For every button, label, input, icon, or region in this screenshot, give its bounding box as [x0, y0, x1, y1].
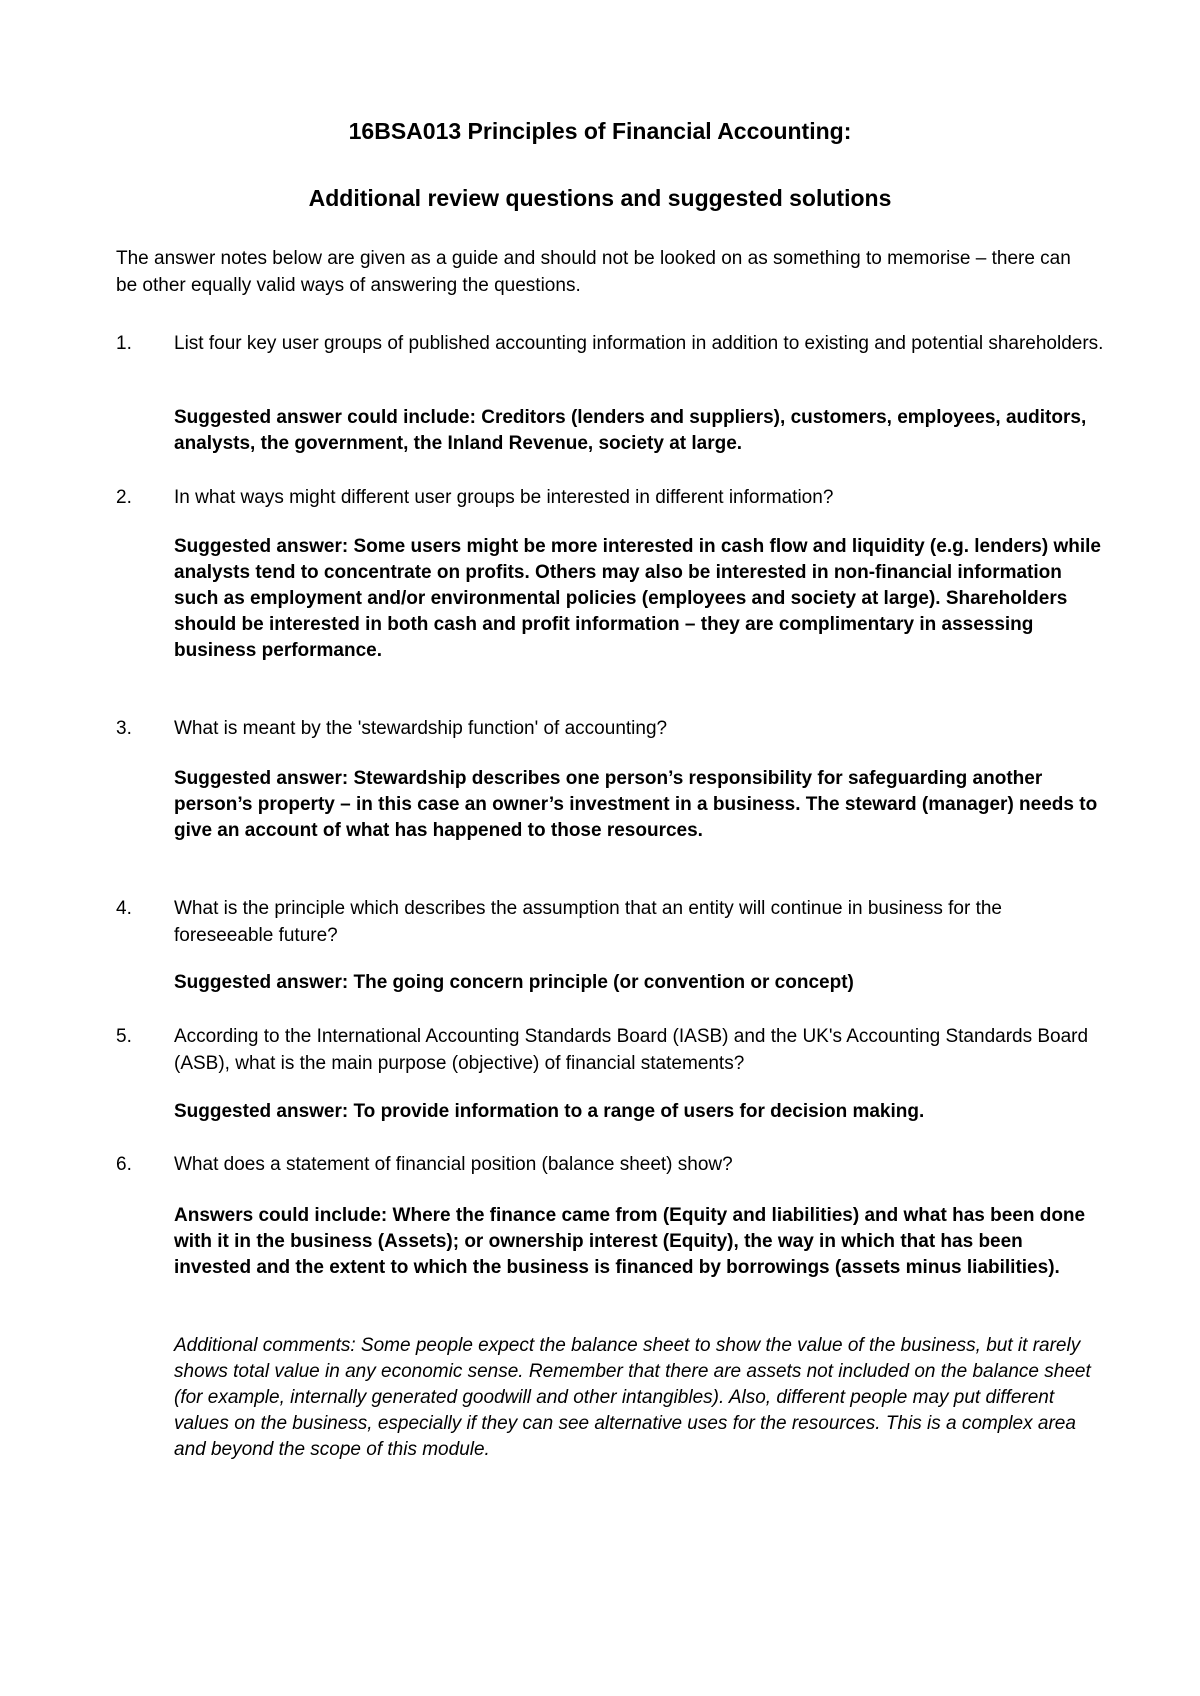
- question-3-number: 3.: [116, 718, 132, 739]
- question-6-answer: Answers could include: Where the finance came from (Equity and liabilities) and what has been done with it in the business (Assets); or ownership interest (Equity), the way in which that has been invested and the extent to which the business is financed by borrowings (assets minus liabilities).: [174, 1205, 1086, 1278]
- document-subtitle: Additional review questions and suggested solutions: [308, 185, 892, 211]
- question-4-answer: Suggested answer: The going concern principle (or convention or concept): [174, 972, 854, 993]
- question-5-answer: Suggested answer: To provide information to a range of users for decision making.: [174, 1101, 925, 1122]
- question-2-number: 2.: [116, 487, 132, 508]
- question-6-text: What does a statement of financial position (balance sheet) show?: [174, 1154, 733, 1175]
- question-3-text: What is meant by the 'stewardship function' of accounting?: [174, 718, 668, 739]
- intro-paragraph: The answer notes below are given as a guide and should not be looked on as something to memorise – there can be other equally valid ways of answering the questions.: [116, 248, 1071, 296]
- question-4-text: What is the principle which describes the assumption that an entity will continue in business for the foreseeable future?: [174, 898, 1002, 946]
- question-1-number: 1.: [116, 333, 132, 354]
- question-3-answer: Suggested answer: Stewardship describes one person’s responsibility for safeguarding another person’s property – in this case an owner’s investment in a business. The steward (manager) needs to give an account of what has happened to those resources.: [174, 768, 1098, 841]
- question-5-text: According to the International Accounting Standards Board (IASB) and the UK's Accounting Standards Board (ASB), what is the main purpose (objective) of financial statements?: [174, 1026, 1089, 1074]
- question-6-number: 6.: [116, 1154, 132, 1175]
- question-1-text: List four key user groups of published accounting information in addition to existing and potential shareholders.: [174, 333, 1104, 354]
- question-2-answer: Suggested answer: Some users might be more interested in cash flow and liquidity (e.g. lenders) while analysts tend to concentrate on profits. Others may also be interested in non-financial information such as employment and/or environmental policies (employees and society at large). Shareholders should be interested in both cash and profit information – they are complimentary in assessing business performance.: [174, 536, 1101, 661]
- question-4-number: 4.: [116, 898, 132, 919]
- document-title: 16BSA013 Principles of Financial Accounting:: [348, 118, 852, 144]
- question-1-answer: Suggested answer could include: Creditors (lenders and suppliers), customers, employees, auditors, analysts, the government, the Inland Revenue, society at large.: [174, 407, 1087, 454]
- question-2-text: In what ways might different user groups be interested in different information?: [174, 487, 834, 508]
- question-5-number: 5.: [116, 1026, 132, 1047]
- question-6-additional-comments: Additional comments: Some people expect the balance sheet to show the value of the business, but it rarely shows total value in any economic sense. Remember that there are assets not included on the balance sheet (for example, internally generated goodwill and other intangibles). Also, different people may put different values on the business, especially if they can see alternative uses for the resources. This is a complex area and beyond the scope of this module.: [174, 1335, 1091, 1460]
